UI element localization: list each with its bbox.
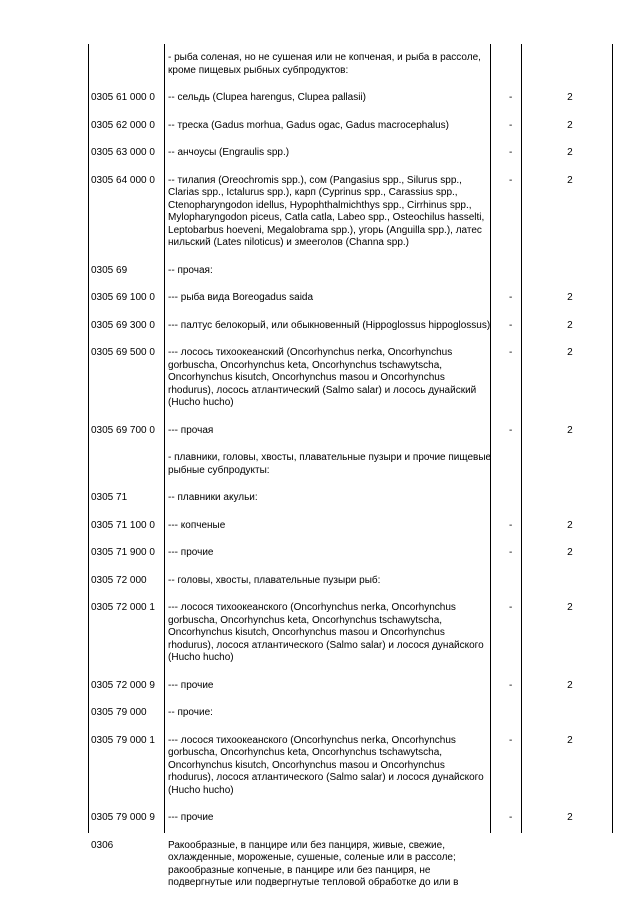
description-cell: -- плавники акульи:	[168, 492, 258, 503]
duty-rate-cell: 2	[567, 92, 573, 103]
code-cell: 0306	[91, 839, 114, 851]
table-row	[88, 169, 613, 259]
description-cell: --- палтус белокорый, или обыкновенный (Hippoglossus hippoglossus)	[168, 319, 491, 331]
description-cell: --- прочая	[168, 424, 214, 436]
unit-cell: -	[508, 174, 513, 186]
duty-rate-cell: 2	[567, 734, 573, 746]
duty-rate-cell	[527, 446, 613, 486]
code-cell: 0305 71	[91, 492, 128, 503]
table-row	[88, 341, 613, 419]
unit-cell	[494, 834, 526, 899]
code-cell: 0305 62 000 0	[91, 119, 155, 131]
duty-rate-cell: 2	[567, 292, 573, 303]
unit-cell: -	[508, 734, 513, 746]
unit-cell	[494, 44, 526, 86]
description-cell: -- треска (Gadus morhua, Gadus ogac, Gadus macrocephalus)	[168, 119, 449, 131]
duty-rate-cell	[527, 44, 613, 86]
description-cell: -- прочая:	[168, 264, 213, 276]
table-row	[88, 834, 613, 899]
table-row	[88, 569, 613, 597]
table-row	[88, 806, 613, 834]
unit-cell: -	[508, 319, 513, 331]
description-cell: -- тилапия (Oreochromis spp.), сом (Pangasius spp., Silurus spp., Clarias spp., Ictalurus spp.), карп (Cyprinus spp., Carassius spp., Ctenopharyngodon idellus, Hypophthalmichthys spp., Cirrhinus spp., Mylopharyngodon piceus, Catla catla, Labeo spp., Osteochilus hasselti, Leptobarbus hoeveni, Megalobrama spp.), угорь (Anguilla spp.), латес нильский (Lates niloticus) и змееголов (Channa spp.)	[168, 174, 485, 248]
unit-cell: -	[508, 602, 513, 613]
unit-cell	[494, 259, 526, 287]
unit-cell: -	[508, 147, 513, 158]
table-row	[88, 596, 613, 674]
table-row	[88, 286, 613, 314]
duty-rate-cell: 2	[567, 347, 573, 358]
description-cell: Ракообразные, в панцире или без панциря, живые, свежие, охлажденные, мороженые, сушеные, соленые или в рассоле; ракообразные копченые, в панцире или без панциря, не подвергнутые или подвергнутые тепловой обработке до или в	[168, 839, 459, 888]
description-cell: --- лосося тихоокеанского (Oncorhynchus nerka, Oncorhynchus gorbuscha, Oncorhynchus keta, Oncorhynchus tschawytscha, Oncorhynchus kisutch, Oncorhynchus masou и Oncorhynchus rhodurus), лосося атлантического (Salmo salar) и лосося дунайского (Hucho hucho)	[168, 602, 484, 663]
description-cell: - плавники, головы, хвосты, плавательные пузыри и прочие пищевые рыбные субпродукты:	[168, 452, 492, 476]
description-cell: --- лосось тихоокеанский (Oncorhynchus nerka, Oncorhynchus gorbuscha, Oncorhynchus keta, Oncorhynchus tschawytscha, Oncorhynchus kisutch, Oncorhynchus masou и Oncorhynchus rhodurus), лосось атлантический (Salmo salar) и лосось дунайский (Hucho hucho)	[168, 347, 477, 408]
code-cell: 0305 71 900 0	[91, 547, 155, 558]
code-cell: 0305 69 500 0	[91, 347, 155, 358]
table-row	[88, 44, 613, 86]
code-cell: 0305 61 000 0	[91, 92, 155, 103]
description-cell: -- анчоусы (Engraulis spp.)	[168, 147, 290, 158]
description-cell: -- головы, хвосты, плавательные пузыри рыб:	[168, 574, 381, 586]
duty-rate-cell	[527, 486, 613, 514]
code-cell: 0305 79 000	[91, 707, 147, 718]
duty-rate-cell	[527, 834, 613, 899]
table-row	[88, 446, 613, 486]
code-cell: 0305 71 100 0	[91, 519, 155, 531]
description-cell: --- прочие	[168, 547, 214, 558]
table-row	[88, 141, 613, 169]
description-cell: -- сельдь (Clupea harengus, Clupea pallasii)	[168, 92, 366, 103]
unit-cell	[494, 701, 526, 729]
table-row	[88, 541, 613, 569]
code-cell: 0305 79 000 1	[91, 734, 155, 746]
duty-rate-cell: 2	[567, 812, 573, 823]
table-row	[88, 701, 613, 729]
code-cell: 0305 69	[91, 264, 128, 276]
table-row	[88, 674, 613, 702]
duty-rate-cell: 2	[567, 147, 573, 158]
unit-cell: -	[508, 812, 513, 823]
description-cell: --- лосося тихоокеанского (Oncorhynchus nerka, Oncorhynchus gorbuscha, Oncorhynchus keta, Oncorhynchus tschawytscha, Oncorhynchus kisutch, Oncorhynchus masou и Oncorhynchus rhodurus), лосося атлантического (Salmo salar) и лосося дунайского (Hucho hucho)	[168, 734, 484, 796]
unit-cell	[494, 486, 526, 514]
unit-cell: -	[508, 424, 513, 436]
duty-rate-cell	[527, 259, 613, 287]
unit-cell: -	[508, 292, 513, 303]
code-cell: 0305 64 000 0	[91, 174, 155, 186]
unit-cell: -	[508, 92, 513, 103]
code-cell	[88, 44, 165, 86]
code-cell: 0305 69 300 0	[91, 319, 155, 331]
duty-rate-cell: 2	[567, 519, 573, 531]
table-row	[88, 314, 613, 342]
description-cell: --- рыба вида Boreogadus saida	[168, 292, 314, 303]
description-cell: -- прочие:	[168, 707, 213, 718]
description-cell: --- копченые	[168, 519, 226, 531]
tariff-table	[88, 44, 613, 899]
code-cell: 0305 72 000	[91, 574, 147, 586]
duty-rate-cell: 2	[567, 119, 573, 131]
table-row	[88, 486, 613, 514]
code-cell: 0305 63 000 0	[91, 147, 155, 158]
duty-rate-cell	[527, 569, 613, 597]
code-cell	[88, 446, 165, 486]
description-cell: - рыба соленая, но не сушеная или не копченая, и рыба в рассоле, кроме пищевых рыбных субпродуктов:	[168, 52, 481, 76]
table-row	[88, 114, 613, 142]
unit-cell: -	[508, 119, 513, 131]
tariff-table-body	[88, 44, 613, 899]
unit-cell: -	[508, 547, 513, 558]
duty-rate-cell: 2	[567, 602, 573, 613]
unit-cell: -	[508, 347, 513, 358]
table-row	[88, 259, 613, 287]
duty-rate-cell: 2	[567, 424, 573, 436]
unit-cell	[494, 446, 526, 486]
description-cell: --- прочие	[168, 812, 214, 823]
unit-cell: -	[508, 679, 513, 691]
code-cell: 0305 79 000 9	[91, 812, 155, 823]
table-row	[88, 729, 613, 807]
description-cell: --- прочие	[168, 679, 214, 691]
duty-rate-cell: 2	[567, 174, 573, 186]
unit-cell	[494, 569, 526, 597]
code-cell: 0305 72 000 9	[91, 679, 155, 691]
table-row	[88, 86, 613, 114]
table-row	[88, 514, 613, 542]
code-cell: 0305 69 700 0	[91, 424, 155, 436]
duty-rate-cell: 2	[567, 319, 573, 331]
duty-rate-cell	[527, 701, 613, 729]
unit-cell: -	[508, 519, 513, 531]
code-cell: 0305 72 000 1	[91, 602, 155, 613]
duty-rate-cell: 2	[567, 547, 573, 558]
table-row	[88, 419, 613, 447]
code-cell: 0305 69 100 0	[91, 292, 155, 303]
duty-rate-cell: 2	[567, 679, 573, 691]
